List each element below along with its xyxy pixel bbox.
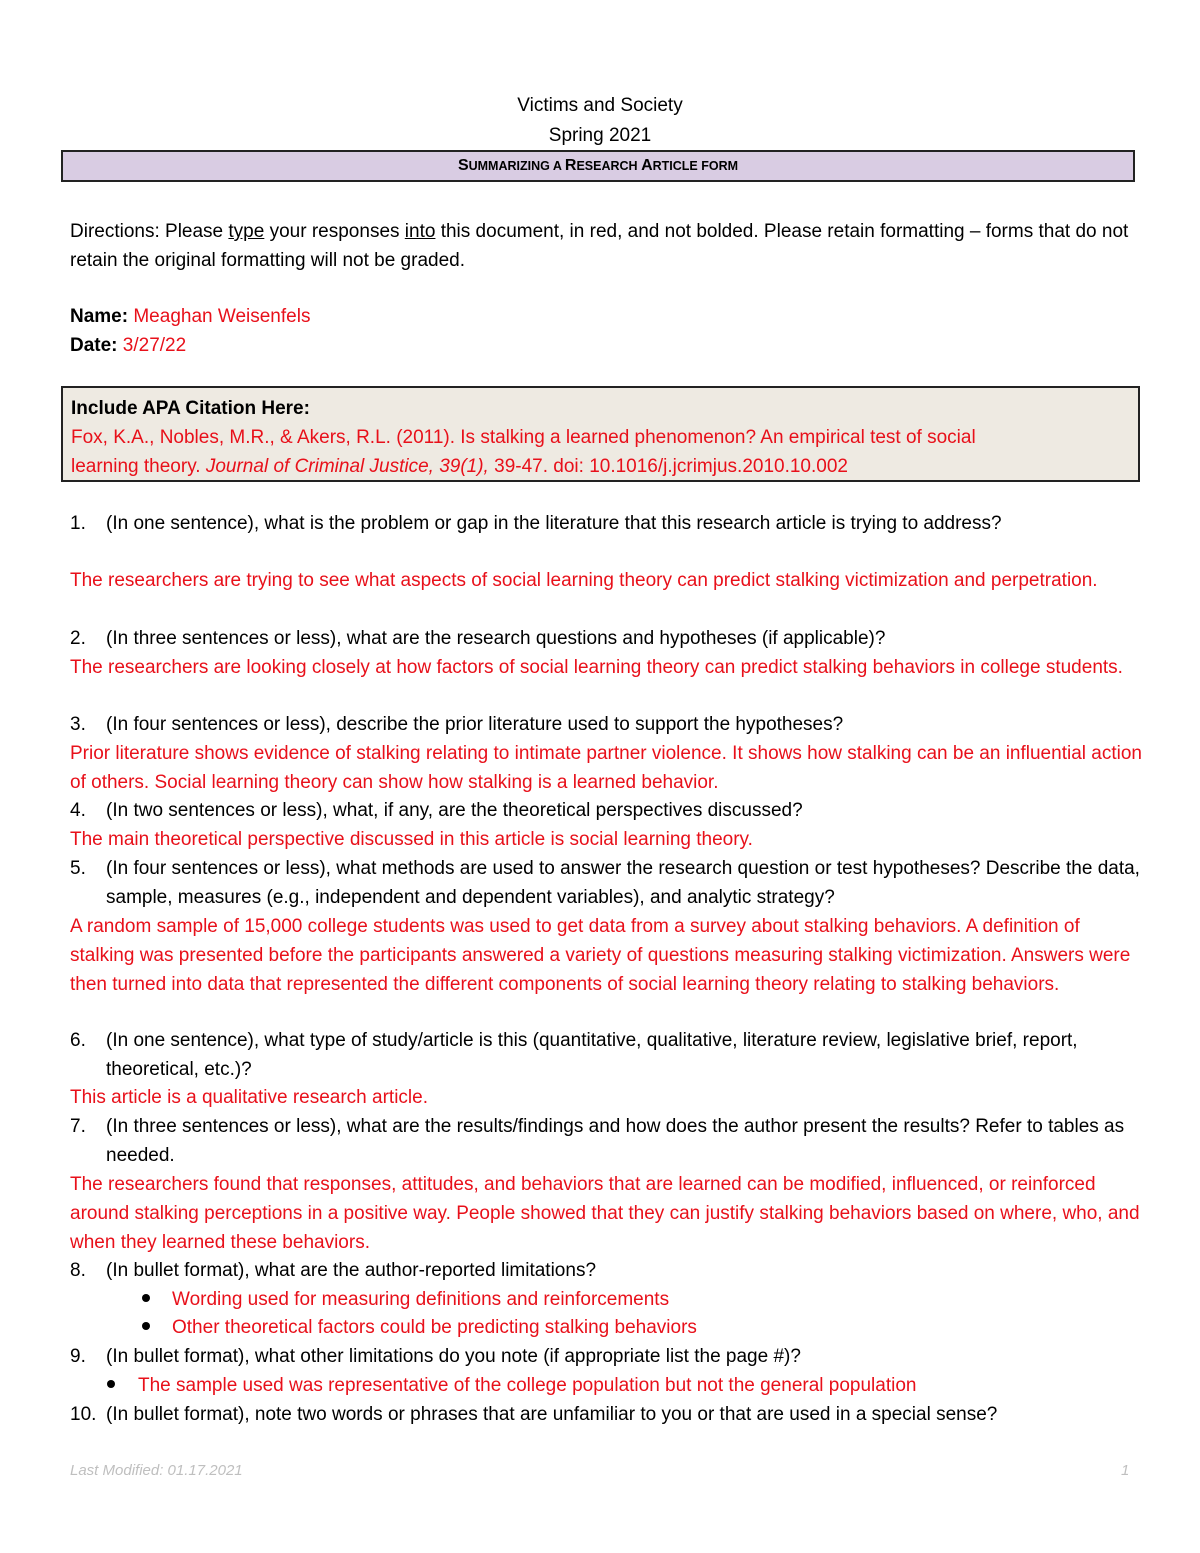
answer-5[interactable]: A random sample of 15,000 college students was used to get data from a survey about stalking behaviors. A definition of stalking was presented before the participants answered a variety of questions measuring stalking victimization. Answers were then turned into data that represented the different components of social learning theory relating to stalking behaviors. bbox=[70, 916, 1131, 995]
form-title-part: A bbox=[641, 157, 653, 174]
form-title-part: ESEARCH bbox=[576, 159, 642, 173]
question-number: 8. bbox=[70, 1260, 86, 1281]
citation-label: Include APA Citation Here: bbox=[71, 398, 310, 419]
question-number: 6. bbox=[70, 1030, 86, 1051]
bullet-text[interactable]: The sample used was representative of the college population but not the general population bbox=[138, 1375, 917, 1396]
bullet-icon bbox=[107, 1380, 115, 1388]
question-text: (In bullet format), what other limitations do you note (if appropriate list the page #)? bbox=[106, 1346, 801, 1367]
bullet-item bbox=[142, 1313, 697, 1342]
bullet-text[interactable]: Wording used for measuring definitions and reinforcements bbox=[172, 1289, 670, 1310]
answer-3[interactable]: Prior literature shows evidence of stalking relating to intimate partner violence. It shows how stalking can be an influential action of others. Social learning theory can show how stalking is a learned behavior. bbox=[70, 743, 1142, 793]
question-2 bbox=[70, 624, 1145, 653]
question-text: (In bullet format), what are the author-reported limitations? bbox=[106, 1260, 597, 1281]
question-4 bbox=[70, 796, 1145, 825]
name-row bbox=[70, 302, 310, 331]
question-number: 4. bbox=[70, 800, 86, 821]
question-6 bbox=[70, 1026, 1145, 1084]
citation-box bbox=[61, 386, 1140, 482]
last-modified: Last Modified: 01.17.2021 bbox=[70, 1462, 243, 1479]
citation-journal: Journal of Criminal Justice, 39(1), bbox=[205, 456, 489, 477]
date-label: Date: bbox=[70, 335, 118, 356]
directions-emphasis: type bbox=[228, 221, 265, 242]
question-number: 3. bbox=[70, 714, 86, 735]
question-text: (In four sentences or less), describe the prior literature used to support the hypotheses? bbox=[106, 714, 844, 735]
answer-7[interactable]: The researchers found that responses, attitudes, and behaviors that are learned can be modified, influenced, or reinforced around stalking perceptions in a positive way. People showed that they can justify stalking behaviors based on where, who, and when they learned these behaviors. bbox=[70, 1174, 1140, 1253]
directions-text: Directions: Please bbox=[70, 221, 229, 242]
form-title-part: S bbox=[457, 157, 469, 174]
question-1 bbox=[70, 509, 1145, 538]
question-text: (In two sentences or less), what, if any, are the theoretical perspectives discussed? bbox=[106, 800, 803, 821]
question-8 bbox=[70, 1256, 1145, 1285]
question-3 bbox=[70, 710, 1145, 739]
question-number: 10. bbox=[70, 1404, 97, 1425]
citation-line-1[interactable]: Fox, K.A., Nobles, M.R., & Akers, R.L. (2011). Is stalking a learned phenomenon? An empirical test of social bbox=[71, 427, 976, 448]
citation-line-2[interactable] bbox=[71, 452, 1138, 481]
name-value[interactable]: Meaghan Weisenfels bbox=[133, 306, 311, 327]
answer-1[interactable]: The researchers are trying to see what aspects of social learning theory can predict stalking victimization and perpetration. bbox=[70, 570, 1098, 591]
bullet-item bbox=[107, 1371, 916, 1400]
course-term: Spring 2021 bbox=[548, 125, 652, 146]
question-text: (In four sentences or less), what methods are used to answer the research question or test hypotheses? Describe the data, sample, measures (e.g., independent and dependent variables), and analytic strategy? bbox=[106, 858, 1140, 908]
question-number: 9. bbox=[70, 1346, 86, 1367]
directions-emphasis: into bbox=[404, 221, 436, 242]
answer-4[interactable]: The main theoretical perspective discussed in this article is social learning theory. bbox=[70, 829, 753, 850]
question-number: 5. bbox=[70, 858, 86, 879]
page-number: 1 bbox=[1121, 1462, 1130, 1479]
question-10 bbox=[70, 1400, 1145, 1429]
date-row bbox=[70, 331, 186, 360]
citation-doi: 39-47. doi: 10.1016/j.jcrimjus.2010.10.002 bbox=[494, 456, 848, 477]
question-5 bbox=[70, 854, 1145, 912]
question-text: (In one sentence), what is the problem or gap in the literature that this research article is trying to address? bbox=[106, 513, 1002, 534]
bullet-item bbox=[142, 1285, 669, 1314]
citation-title-end: learning theory. bbox=[71, 456, 201, 477]
question-text: (In one sentence), what type of study/article is this (quantitative, qualitative, literature review, legislative brief, report, theoretical, etc.)? bbox=[106, 1030, 1078, 1080]
answer-6[interactable]: This article is a qualitative research article. bbox=[70, 1087, 428, 1108]
form-title-part: RTICLE FORM bbox=[652, 159, 739, 173]
question-number: 1. bbox=[70, 513, 86, 534]
question-text: (In three sentences or less), what are the results/findings and how does the author present the results? Refer to tables as needed. bbox=[106, 1116, 1125, 1166]
bullet-text[interactable]: Other theoretical factors could be predicting stalking behaviors bbox=[172, 1317, 697, 1338]
form-title-banner bbox=[61, 150, 1135, 182]
form-title-part: UMMARIZING A bbox=[468, 159, 565, 173]
directions-text: this document, in red, and not bolded. Please retain formatting – forms that do not retain the original formatting will not be graded. bbox=[70, 221, 1129, 271]
question-number: 2. bbox=[70, 628, 86, 649]
question-text: (In bullet format), note two words or phrases that are unfamiliar to you or that are used in a special sense? bbox=[106, 1404, 998, 1425]
directions-text: your responses bbox=[264, 221, 405, 242]
question-9 bbox=[70, 1342, 1145, 1371]
form-title-part: R bbox=[564, 157, 577, 174]
bullet-icon bbox=[142, 1294, 150, 1302]
course-title: Victims and Society bbox=[517, 95, 683, 116]
answer-2[interactable]: The researchers are looking closely at how factors of social learning theory can predict stalking behaviors in college students. bbox=[70, 657, 1123, 678]
question-number: 7. bbox=[70, 1116, 86, 1137]
question-text: (In three sentences or less), what are the research questions and hypotheses (if applicable)? bbox=[106, 628, 886, 649]
directions bbox=[70, 217, 1140, 275]
date-value[interactable]: 3/27/22 bbox=[122, 335, 187, 356]
name-label: Name: bbox=[70, 306, 129, 327]
bullet-icon bbox=[142, 1322, 150, 1330]
question-7 bbox=[70, 1112, 1145, 1170]
